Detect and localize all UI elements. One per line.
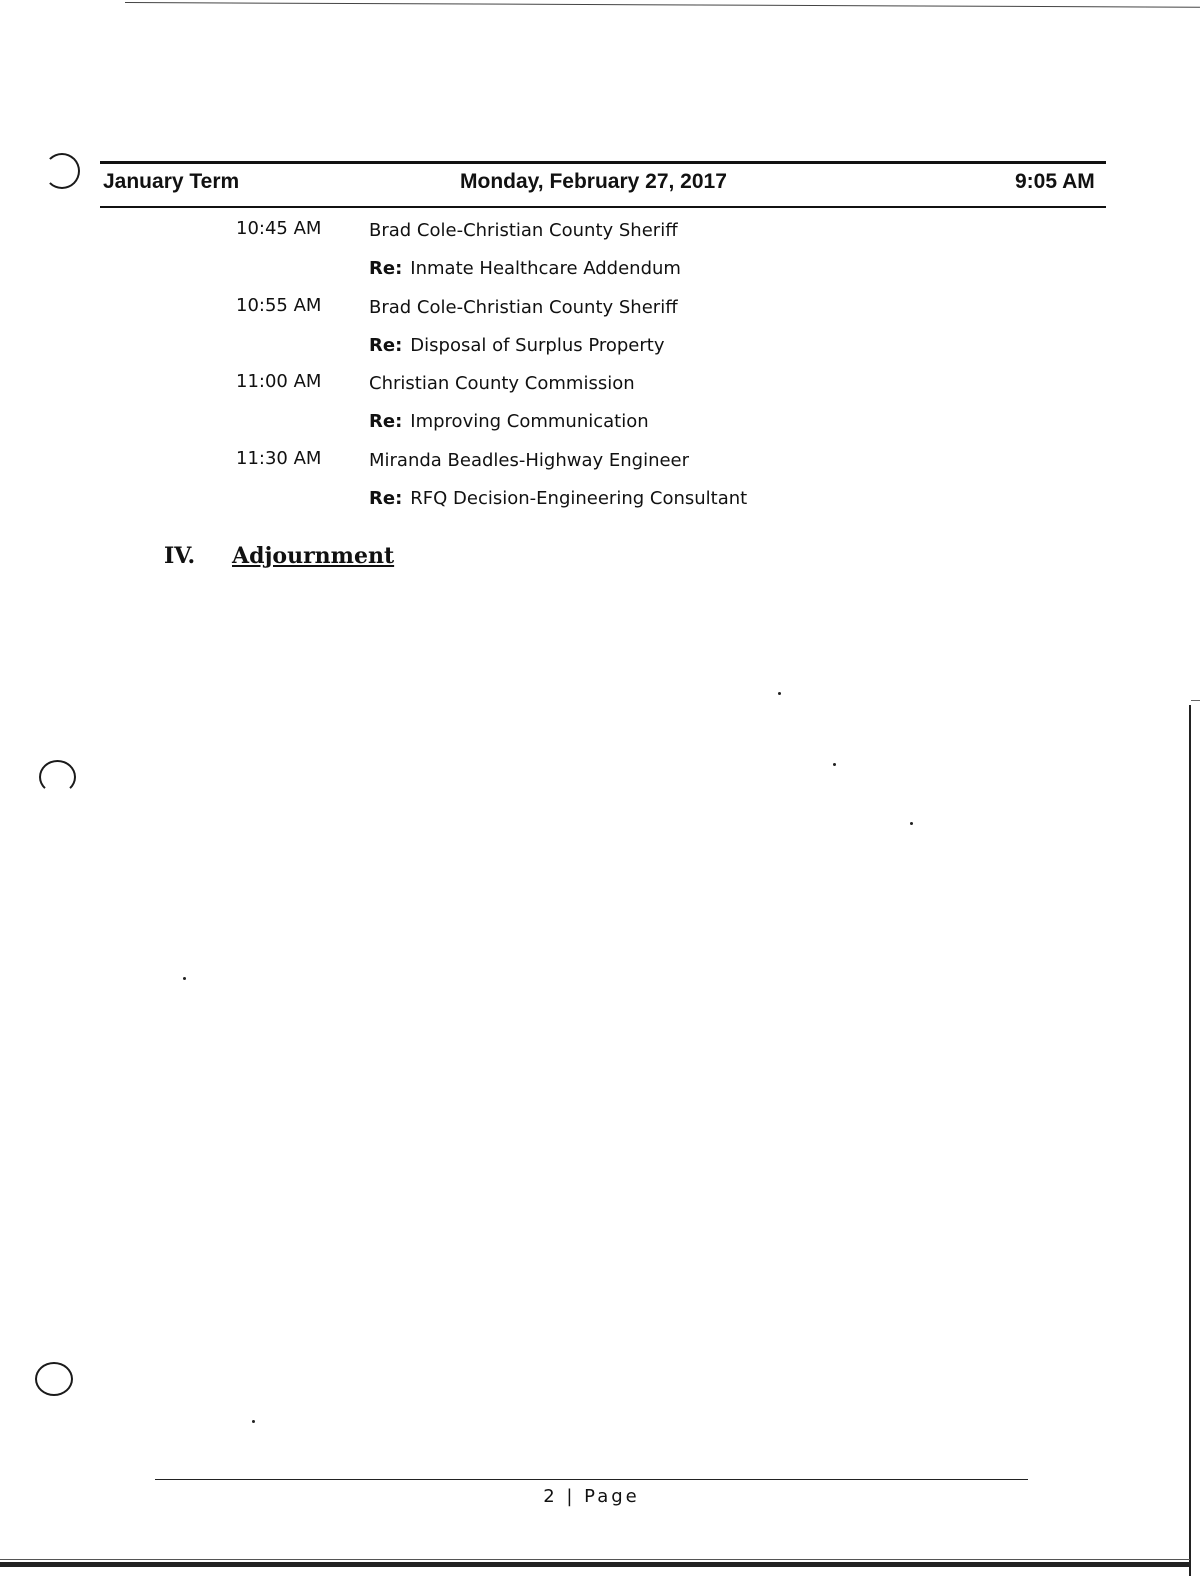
punch-hole-top <box>44 153 80 189</box>
agenda-subject-line <box>369 411 649 432</box>
agenda-subject: Disposal of Surplus Property <box>410 335 665 356</box>
footer-rule <box>155 1479 1028 1480</box>
scan-right-edge-cap <box>1191 700 1200 701</box>
scan-speck <box>252 1420 255 1423</box>
scan-speck <box>778 692 781 695</box>
agenda-subject: Inmate Healthcare Addendum <box>410 258 681 279</box>
agenda-presenter: Brad Cole-Christian County Sheriff <box>369 220 678 241</box>
re-label: Re: <box>369 488 403 509</box>
agenda-time: 11:30 AM <box>236 448 322 469</box>
agenda-time: 10:55 AM <box>236 295 322 316</box>
agenda-presenter: Christian County Commission <box>369 373 635 394</box>
scan-bottom-edge-thin <box>0 1559 1190 1560</box>
section-number: IV. <box>164 543 196 569</box>
agenda-presenter: Brad Cole-Christian County Sheriff <box>369 297 678 318</box>
punch-hole-bottom <box>35 1362 73 1396</box>
re-label: Re: <box>369 335 403 356</box>
scan-speck <box>833 763 836 766</box>
agenda-subject: RFQ Decision-Engineering Consultant <box>410 488 748 509</box>
header-rule-bottom <box>100 206 1106 208</box>
agenda-subject-line <box>369 258 681 279</box>
header-time: 9:05 AM <box>1015 170 1095 193</box>
agenda-subject-line <box>369 488 747 509</box>
scan-speck <box>183 977 186 980</box>
punch-hole-middle <box>39 760 76 794</box>
scan-right-edge <box>1189 705 1191 1576</box>
header-term: January Term <box>103 170 240 193</box>
scan-speck <box>910 822 913 825</box>
agenda-presenter: Miranda Beadles-Highway Engineer <box>369 450 690 471</box>
scan-bottom-edge <box>0 1562 1190 1567</box>
page-number: 2 | Page <box>543 1486 640 1507</box>
re-label: Re: <box>369 258 403 279</box>
agenda-subject: Improving Communication <box>410 411 649 432</box>
scan-edge-line <box>125 2 1200 8</box>
agenda-time: 11:00 AM <box>236 371 322 392</box>
agenda-subject-line <box>369 335 665 356</box>
header-rule-top <box>100 161 1106 164</box>
section-title: Adjournment <box>232 543 395 569</box>
agenda-time: 10:45 AM <box>236 218 322 239</box>
header-date: Monday, February 27, 2017 <box>460 170 727 193</box>
re-label: Re: <box>369 411 403 432</box>
